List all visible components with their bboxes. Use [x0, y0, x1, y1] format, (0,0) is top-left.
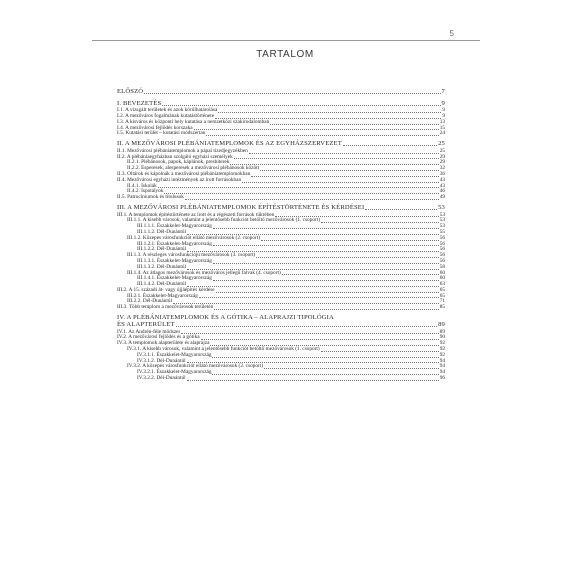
toc-entry-page: 29	[439, 153, 445, 160]
toc-leader-dots	[213, 263, 439, 264]
toc-leader-dots	[187, 286, 439, 287]
toc-leader-dots	[242, 182, 439, 183]
toc-leader-dots	[164, 193, 438, 194]
toc-entry-page: 43	[439, 182, 445, 189]
header-rule	[92, 40, 480, 41]
toc-entry-label: III.1.2. Közepes városfunkciót ellátó mezővárosok (2. csoport)	[127, 234, 260, 241]
toc-entry-page: 92	[439, 340, 445, 347]
toc-entry-label: IV.3.1.1. Északkelet-Magyarország	[137, 351, 212, 358]
toc-entry-page: 46	[439, 188, 445, 195]
toc-entry	[117, 195, 445, 201]
toc-entry-page: 53	[438, 203, 445, 211]
toc-leader-dots	[176, 326, 437, 327]
toc-entry-label: III.1.4.1. Északkelet-Magyarország	[137, 275, 212, 282]
toc-leader-dots	[162, 105, 440, 106]
toc-entry-page: 63	[439, 281, 445, 288]
toc-entry-label: II.4. Mezővárosi egyházi intézmények az írott forrásokban	[117, 176, 242, 183]
toc-entry-label: III.2.2. Dél-Dunántúl	[127, 298, 173, 305]
toc-entry-page: 49	[439, 194, 445, 201]
toc-entry	[117, 305, 445, 311]
toc-entry-page: 56	[439, 234, 445, 241]
toc-leader-dots	[214, 309, 438, 310]
toc-entry-label: III.1.4.2. Dél-Dunántúl	[137, 281, 186, 288]
toc-leader-dots	[234, 158, 439, 159]
toc-entry-page: 13	[439, 118, 445, 125]
toc-entry-page: 58	[439, 263, 445, 270]
toc-entry-page: 60	[439, 275, 445, 282]
toc-entry-label: II.1. Mezővárosi plébániatemplomok a pápai tizedjegyzékben	[117, 147, 248, 154]
toc-entry-page: 92	[439, 346, 445, 353]
toc-entry-label: IV.3. A templomok alapterülete és alaprajza	[117, 340, 210, 347]
toc-entry-page: 43	[439, 176, 445, 183]
toc-entry-label: II.4.1. Iskolák	[127, 182, 157, 189]
toc-entry-page: 94	[439, 363, 445, 370]
toc-entry-page: 29	[439, 159, 445, 166]
toc-entry	[117, 131, 445, 137]
toc-entry-page: 55	[439, 228, 445, 235]
toc-entry-page: 71	[439, 298, 445, 305]
toc-entry-page: 25	[439, 147, 445, 154]
toc-entry-page: 32	[439, 165, 445, 172]
table-of-contents	[117, 88, 445, 382]
toc-entry-page: 56	[439, 257, 445, 264]
toc-entry-label: I.3. A kisváros és központi hely kutatása a nemzetközi szakirodalomban	[117, 118, 270, 125]
toc-entry-page: 36	[439, 170, 445, 177]
toc-entry-page: 56	[439, 240, 445, 247]
toc-leader-dots	[213, 245, 439, 246]
toc-entry-page: 94	[439, 369, 445, 376]
toc-entry-label: ELŐSZÓ	[117, 88, 144, 95]
toc-entry-label: IV.3.1. A kisebb városok, valamint a jelentősebb funkciót betöltő mezővárosok (1. csoport)	[127, 346, 320, 353]
toc-entry-label: ÉS ALAPTERÜLET	[117, 321, 175, 329]
toc-leader-dots	[212, 374, 438, 375]
toc-entry-label: II.4.2. Ispotályok	[127, 188, 164, 195]
toc-entry-label: II. A MEZŐVÁROSI PLÉBÁNIATEMPLOMOK ÉS AZ EGYHÁZSZERVEZET	[117, 140, 342, 148]
toc-leader-dots	[206, 135, 438, 136]
toc-entry-label: I.4. A mezővárosi fejlődés korszaka	[117, 124, 193, 131]
toc-entry-label: I.2. A mezőváros fogalmának kutatástörténete	[117, 112, 215, 119]
toc-leader-dots	[251, 176, 438, 177]
toc-leader-dots	[213, 280, 439, 281]
toc-entry	[117, 376, 445, 382]
toc-leader-dots	[260, 170, 439, 171]
toc-leader-dots	[365, 209, 437, 210]
toc-entry-label: III.1.1.2. Dél-Dunántúl	[137, 228, 186, 235]
toc-entry-label: III.3. Több templom a mezővárosok területén	[117, 304, 214, 311]
toc-entry-label: III.2. A 15. századi át- vagy újjáépítés kérdése	[117, 286, 215, 293]
toc-entry-page: 9	[441, 99, 445, 107]
toc-entry-page: 53	[439, 217, 445, 224]
toc-entry	[117, 140, 445, 147]
toc-leader-dots	[185, 199, 439, 200]
toc-leader-dots	[199, 297, 439, 298]
toc-entry-page: 56	[439, 246, 445, 253]
toc-entry-page: 89	[438, 321, 445, 329]
toc-entry	[117, 88, 445, 95]
toc-entry-label: II.5. Patrocíniumok és titulusok	[117, 194, 184, 201]
toc-leader-dots	[181, 333, 438, 334]
toc-entry-page: 60	[439, 269, 445, 276]
toc-entry-page: 94	[439, 357, 445, 364]
toc-leader-dots	[230, 164, 438, 165]
toc-entry	[117, 100, 445, 107]
toc-entry-page: 56	[439, 252, 445, 259]
toc-entry-label: II.2. A plébániaegyházban szolgáló egyházi személyek	[117, 153, 233, 160]
toc-entry-page: 15	[439, 124, 445, 131]
toc-entry-label: III.1.1. A kisebb városok, valamint a jelentősebb funkciót betöltő mezővárosok (1. csoport)	[127, 217, 320, 224]
toc-entry-label: II.3. Oltárok és kápolnák a mezővárosi plébániatemplomokban	[117, 170, 251, 177]
toc-leader-dots	[270, 124, 438, 125]
toc-entry	[117, 204, 445, 211]
toc-leader-dots	[249, 153, 439, 154]
toc-leader-dots	[201, 339, 439, 340]
toc-entry-page: 25	[438, 140, 445, 148]
toc-leader-dots	[321, 222, 439, 223]
toc-entry-label: I.1. A vizsgált területek és azok körülhatárolása	[117, 107, 218, 114]
toc-entry-label: III.1.2.1. Északkelet-Magyarország	[137, 240, 212, 247]
toc-entry-page: 24	[439, 130, 445, 137]
toc-entry-page: 65	[439, 286, 445, 293]
toc-leader-dots	[218, 112, 441, 113]
toc-entry-label: IV.3.2.1. Északkelet-Magyarország	[137, 369, 212, 376]
toc-entry-page: 89	[439, 328, 445, 335]
toc-entry-page: 92	[439, 351, 445, 358]
toc-entry-label: IV.1. Az Andrén-féle módszer	[117, 328, 181, 335]
toc-leader-dots	[144, 93, 440, 94]
toc-entry-label: I. BEVEZETÉS	[117, 99, 162, 107]
toc-leader-dots	[212, 357, 438, 358]
toc-entry-label: IV.2. A mezővárosi fejlődés és a gótika	[117, 334, 200, 341]
toc-leader-dots	[194, 129, 439, 130]
toc-entry-page: 53	[439, 211, 445, 218]
toc-leader-dots	[264, 368, 439, 369]
toc-entry-label: IV.3.1.2. Dél-Dunántúl	[137, 357, 186, 364]
toc-leader-dots	[158, 187, 439, 188]
toc-leader-dots	[213, 228, 439, 229]
toc-leader-dots	[321, 351, 439, 352]
toc-entry-page: 96	[439, 375, 445, 382]
toc-entry	[117, 321, 445, 328]
toc-entry-label: III. A MEZŐVÁROSI PLÉBÁNIATEMPLOMOK ÉPÍTÉSTÖRTÉNETE ÉS KÉRDÉSEI	[117, 203, 365, 211]
toc-leader-dots	[282, 274, 439, 275]
page-number: 5	[449, 29, 454, 38]
toc-entry-label: III.1.1.1. Északkelet-Magyarország	[137, 223, 212, 230]
toc-entry-page: 65	[439, 292, 445, 299]
toc-entry-label: III.2.1. Északkelet-Magyarország	[127, 292, 198, 299]
toc-entry-page: 9	[442, 112, 445, 119]
toc-entry-label: III.1.3.1. Északkelet-Magyarország	[137, 257, 212, 264]
toc-entry-page: 53	[439, 223, 445, 230]
toc-entry-label: III.1.4. Az átlagos mezővárosok és mezőváros jellegű falvak (4. csoport)	[127, 269, 281, 276]
toc-leader-dots	[216, 292, 439, 293]
page-title: TARTALOM	[256, 49, 314, 60]
toc-entry-label: III.1. A templomok építéstörténete az írott és a régészeti források tükrében	[117, 211, 275, 218]
toc-leader-dots	[187, 380, 439, 381]
toc-leader-dots	[256, 257, 438, 258]
toc-entry-label: III.1.3. A részleges városfunkciójú mezővárosok (3. csoport)	[127, 252, 256, 259]
toc-entry-label: IV. A PLÉBÁNIATEMPLOMOK ÉS A GÓTIKA – ALAPRAJZI TIPOLÓGIA	[117, 314, 334, 322]
toc-entry-page: 7	[441, 88, 445, 95]
toc-entry-label: III.1.2.2. Dél-Dunántúl	[137, 246, 186, 253]
toc-entry-page: 90	[439, 334, 445, 341]
toc-leader-dots	[261, 240, 439, 241]
toc-entry-label: I.5. Kutatási terület – kutatási módszertan	[117, 130, 206, 137]
toc-entry-label: II.2.2. Esperesek, alesperesek a mezővárosi plébánosok között	[127, 165, 260, 172]
toc-entry-page: 9	[442, 107, 445, 114]
toc-entry-label: IV.3.2.2. Dél-Dunántúl	[137, 375, 186, 382]
toc-entry-label: II.2.1. Plébánosok, papok, káplánok, presbiterek	[127, 159, 230, 166]
toc-entry-page: 85	[439, 304, 445, 311]
toc-entry-label: III.1.3.2. Dél-Dunántúl	[137, 263, 186, 270]
toc-entry-label: IV.3.2. A közepes városfunkciót ellátó mezővárosok (2. csoport)	[127, 363, 263, 370]
toc-leader-dots	[343, 145, 437, 146]
